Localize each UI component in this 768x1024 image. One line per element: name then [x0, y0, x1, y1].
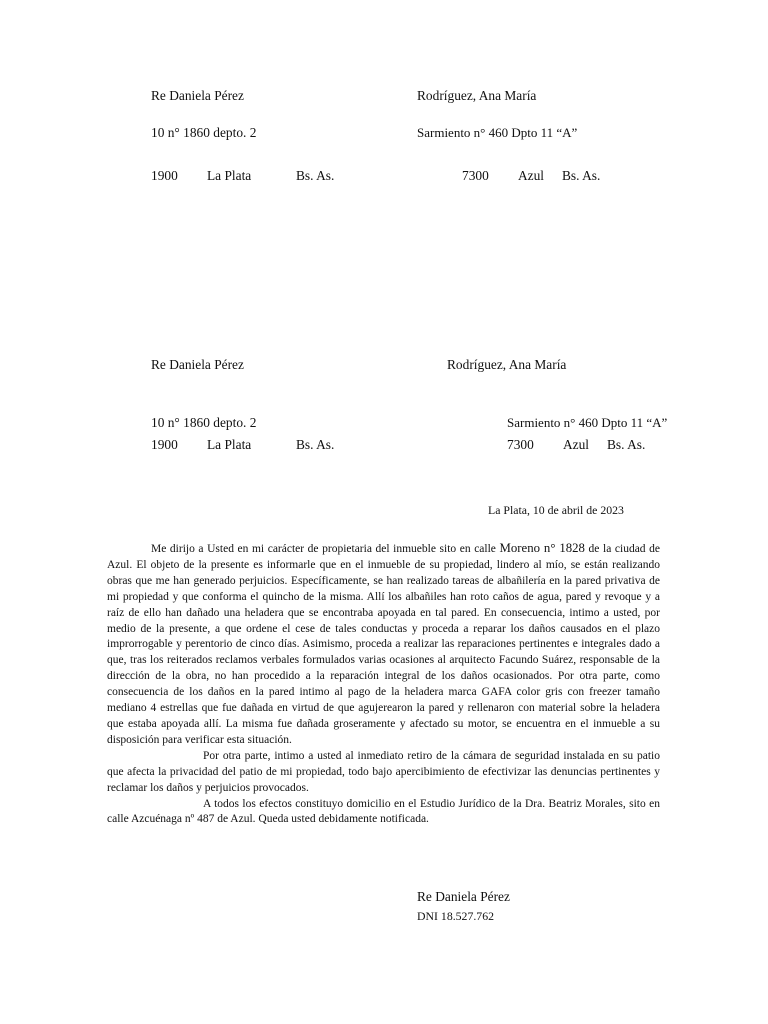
letter-paragraph-3: A todos los efectos constituyo domicilio en el Estudio Jurídico de la Dra. Beatriz Morales, sito en calle Azcuénaga nº 487 de Azul. Queda usted debidamente notificada. [107, 797, 660, 826]
signature-name: Re Daniela Pérez [417, 889, 510, 904]
recipient-zip: 7300 [507, 437, 534, 452]
recipient-name: Rodríguez, Ana María [417, 88, 537, 103]
letter-body [107, 541, 660, 828]
recipient-province: Bs. As. [562, 168, 601, 183]
recipient-province: Bs. As. [607, 437, 646, 452]
sender-zip: 1900 [151, 437, 178, 452]
recipient-city: Azul [518, 168, 545, 183]
signature-dni: DNI 18.527.762 [417, 909, 495, 923]
sender-zip: 1900 [151, 168, 178, 183]
sender-city: La Plata [207, 437, 252, 452]
letter-paragraph-2: Por otra parte, intimo a usted al inmediato retiro de la cámara de seguridad instalada en su patio que afecta la privacidad del patio de mi propiedad, todo bajo apercibimiento de efectivizar las denuncias pertinentes y reclamar los daños y perjuicios provocados. [107, 749, 660, 794]
sender-name: Re Daniela Pérez [151, 357, 244, 372]
sender-address: 10 n° 1860 depto. 2 [151, 125, 257, 140]
recipient-address: Sarmiento n° 460 Dpto 11 “A” [417, 125, 578, 140]
sender-province: Bs. As. [296, 168, 335, 183]
paragraph-1-rest: de la ciudad de Azul. El objeto de la presente es informarle que en el inmueble de su propiedad, lindero al mío, se están realizando obras que me han generado perjuicios. Específicamente, se han realizado tareas de albañilería en la pared privativa de mi propiedad y que conforma el quincho de la misma. Allí los albañiles han roto caños de agua, pared y revoque y a raíz de ello han dañado una heladera que se encontraba apoyada en tal pared. En consecuencia, intimo a usted, por medio de la presente, a que ordene el cese de tales conductas y proceda a reparar los daños causados en el plazo improrrogable y perentorio de cinco días. Asimismo, proceda a realizar las reparaciones pertinentes e integrales dado a que, tras los reiterados reclamos verbales formulados varias ocasiones al arquitecto Facundo Suárez, responsable de la dirección de la obra, no han procedido a la reparación integral de los daños ocasionados. Por otra parte, como consecuencia de los daños en la pared intimo al pago de la heladera marca GAFA color gris con freezer tamaño mediano 4 estrellas que fue dañada en virtud de que agujerearon la pared y rellenaron con material sobre la heladera que estaba apoyada allí. La misma fue dañada groseramente y afectado su motor, se encuentra en el inmueble a su disposición para verificar esta situación. [107, 543, 660, 746]
sender-province: Bs. As. [296, 437, 335, 452]
letter-date: La Plata, 10 de abril de 2023 [488, 503, 624, 517]
recipient-zip: 7300 [462, 168, 489, 183]
recipient-name: Rodríguez, Ana María [447, 357, 567, 372]
recipient-city: Azul [563, 437, 590, 452]
property-address: Moreno n° 1828 [499, 541, 585, 555]
paragraph-1-start: Me dirijo a Usted en mi carácter de propietaria del inmueble sito en calle [151, 543, 500, 555]
sender-city: La Plata [207, 168, 252, 183]
recipient-address: Sarmiento n° 460 Dpto 11 “A” [507, 415, 668, 430]
sender-name: Re Daniela Pérez [151, 88, 244, 103]
letter-paragraph-1 [107, 541, 660, 749]
sender-address: 10 n° 1860 depto. 2 [151, 415, 257, 430]
